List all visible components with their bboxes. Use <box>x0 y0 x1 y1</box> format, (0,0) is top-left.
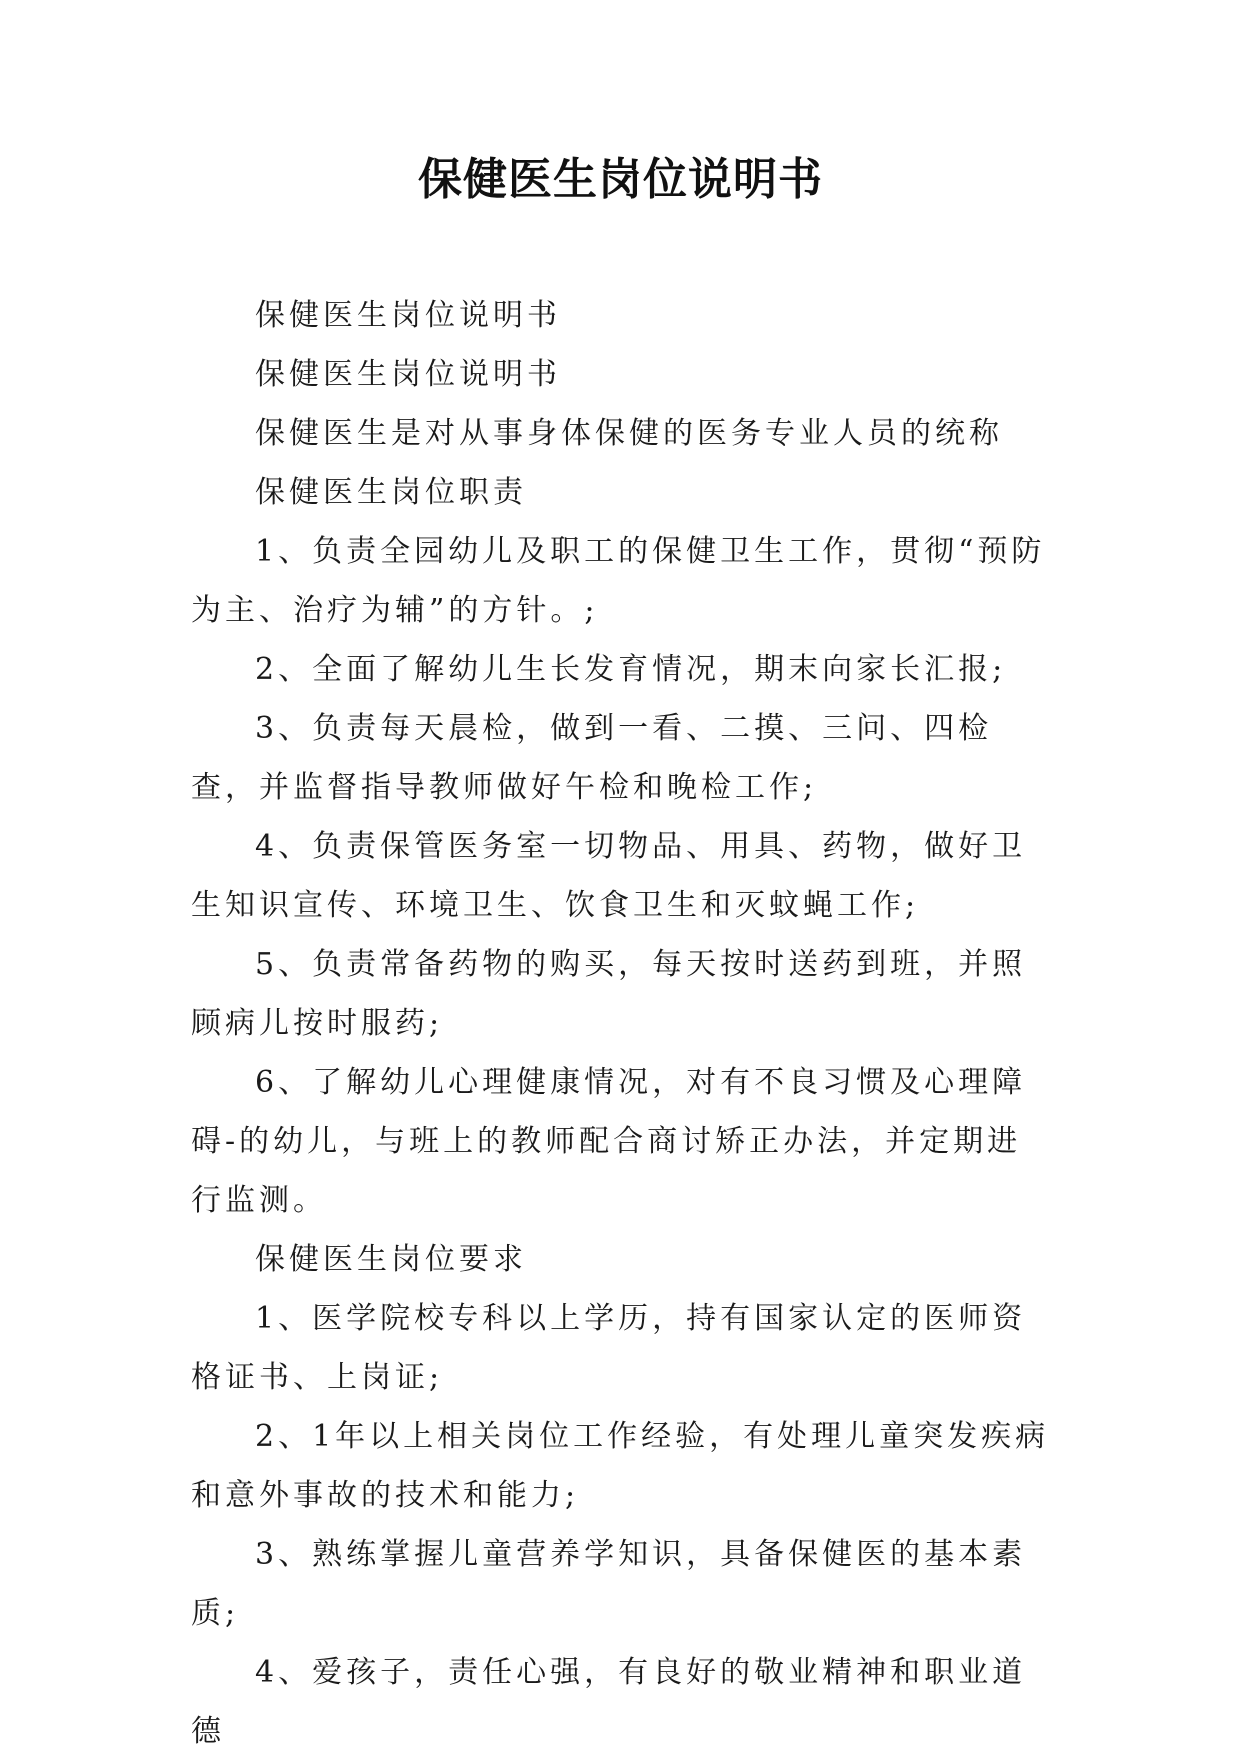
section-heading-duties: 保健医生岗位职责 <box>255 475 527 510</box>
paragraph-heading-repeat-2: 保健医生岗位说明书 <box>255 357 561 392</box>
paragraph-definition: 保健医生是对从事身体保健的医务专业人员的统称 <box>255 416 1003 451</box>
requirement-item-1: 1、医学院校专科以上学历，持有国家认定的医师资格证书、上岗证; <box>191 1301 1027 1395</box>
duty-item-2: 2、全面了解幼儿生长发育情况，期末向家长汇报; <box>255 652 1007 687</box>
paragraph-heading-repeat-1: 保健医生岗位说明书 <box>255 298 561 333</box>
document-title: 保健医生岗位说明书 <box>418 154 823 205</box>
duty-item-1: 1、负责全园幼儿及职工的保健卫生工作，贯彻“预防为主、治疗为辅”的方针。; <box>191 534 1046 628</box>
duty-item-4: 4、负责保管医务室一切物品、用具、药物，做好卫生知识宣传、环境卫生、饮食卫生和灭蚊蝇工作; <box>191 829 1027 923</box>
duty-item-6: 6、了解幼儿心理健康情况，对有不良习惯及心理障碍-的幼儿，与班上的教师配合商讨矫正办法，并定期进行监测。 <box>191 1065 1027 1218</box>
requirement-item-3: 3、熟练掌握儿童营养学知识，具备保健医的基本素质; <box>191 1537 1027 1631</box>
requirement-item-2: 2、1年以上相关岗位工作经验，有处理儿童突发疾病和意外事故的技术和能力; <box>191 1419 1050 1513</box>
section-heading-requirements: 保健医生岗位要求 <box>255 1242 527 1277</box>
duty-item-5: 5、负责常备药物的购买，每天按时送药到班，并照顾病儿按时服药; <box>191 947 1027 1041</box>
document-body <box>191 286 1051 1761</box>
requirement-item-4: 4、爱孩子，责任心强，有良好的敬业精神和职业道德 <box>191 1655 1027 1749</box>
duty-item-3: 3、负责每天晨检，做到一看、二摸、三问、四检查，并监督指导教师做好午检和晚检工作; <box>191 711 993 805</box>
